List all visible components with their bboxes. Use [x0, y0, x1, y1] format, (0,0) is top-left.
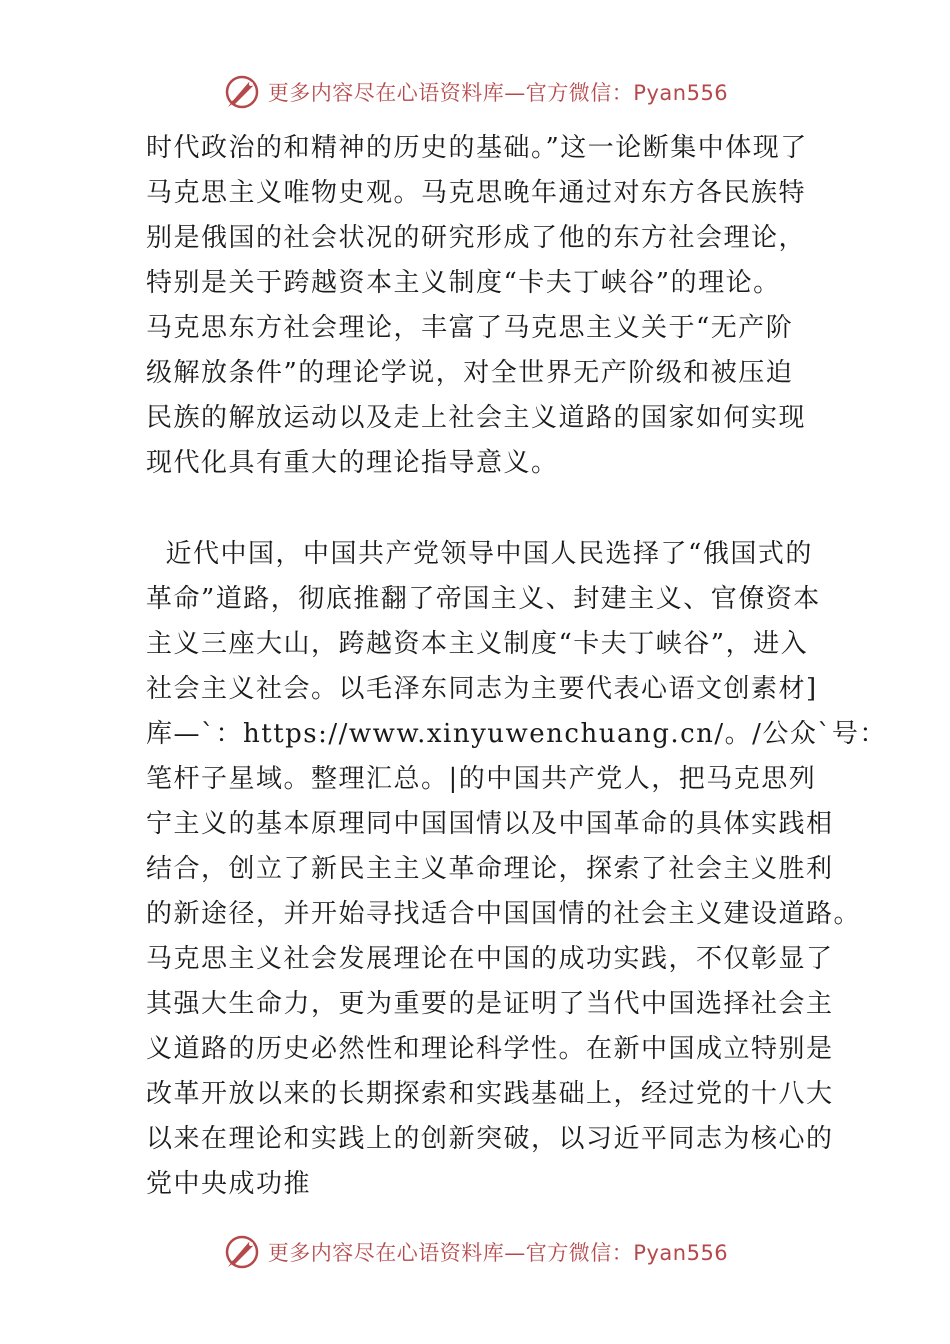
pen-nib-logo-icon	[222, 1232, 262, 1272]
text-line: 改革开放以来的长期探索和实践基础上，经过党的十八大	[146, 1079, 834, 1109]
text-line: 其强大生命力，更为重要的是证明了当代中国选择社会主	[146, 989, 834, 1019]
text-line: 级解放条件”的理论学说，对全世界无产阶级和被压迫	[146, 358, 794, 388]
paragraph	[146, 532, 887, 1207]
document-body	[146, 126, 887, 1207]
header-banner	[0, 70, 950, 114]
text-line: 的新途径，并开始寻找适合中国国情的社会主义建设道路。	[146, 899, 862, 929]
text-line: 马克思主义社会发展理论在中国的成功实践，不仅彰显了	[146, 944, 834, 974]
paragraph	[146, 126, 846, 486]
text-line: 时代政治的和精神的历史的基础。”这一论断集中体现了	[146, 133, 808, 163]
text-line: 库—`：https://www.xinyuwenchuang.cn/。/公众`号：	[146, 719, 887, 749]
text-line: 社会主义社会。以毛泽东同志为主要代表心语文创素材]	[146, 674, 818, 704]
text-line: 马克思主义唯物史观。马克思晚年通过对东方各民族特	[146, 178, 807, 208]
text-line: 笔杆子星域。整理汇总。|的中国共产党人，把马克思列	[146, 764, 817, 794]
pen-nib-logo-icon	[222, 72, 262, 112]
text-line: 近代中国，中国共产党领导中国人民选择了“俄国式的	[146, 539, 813, 569]
text-line: 结合，创立了新民主主义革命理论，探索了社会主义胜利	[146, 854, 834, 884]
paragraph-gap	[146, 486, 846, 532]
text-line: 别是俄国的社会状况的研究形成了他的东方社会理论，	[146, 223, 807, 253]
footer-banner-text: 更多内容尽在心语资料库—官方微信：Pyan556	[267, 1241, 729, 1265]
text-line: 革命”道路，彻底推翻了帝国主义、封建主义、官僚资本	[146, 584, 821, 614]
text-line: 民族的解放运动以及走上社会主义道路的国家如何实现	[146, 403, 807, 433]
text-line: 特别是关于跨越资本主义制度“卡夫丁峡谷”的理论。	[146, 268, 781, 298]
text-line: 以来在理论和实践上的创新突破，以习近平同志为核心的	[146, 1124, 834, 1154]
text-line: 宁主义的基本原理同中国国情以及中国革命的具体实践相	[146, 809, 834, 839]
text-line: 主义三座大山，跨越资本主义制度“卡夫丁峡谷”，进入	[146, 629, 809, 659]
header-banner-text: 更多内容尽在心语资料库—官方微信：Pyan556	[267, 81, 729, 105]
text-line: 现代化具有重大的理论指导意义。	[146, 448, 559, 478]
text-line: 马克思东方社会理论，丰富了马克思主义关于“无产阶	[146, 313, 794, 343]
text-line: 党中央成功推	[146, 1169, 312, 1199]
footer-banner	[0, 1230, 950, 1274]
text-line: 义道路的历史必然性和理论科学性。在新中国成立特别是	[146, 1034, 834, 1064]
